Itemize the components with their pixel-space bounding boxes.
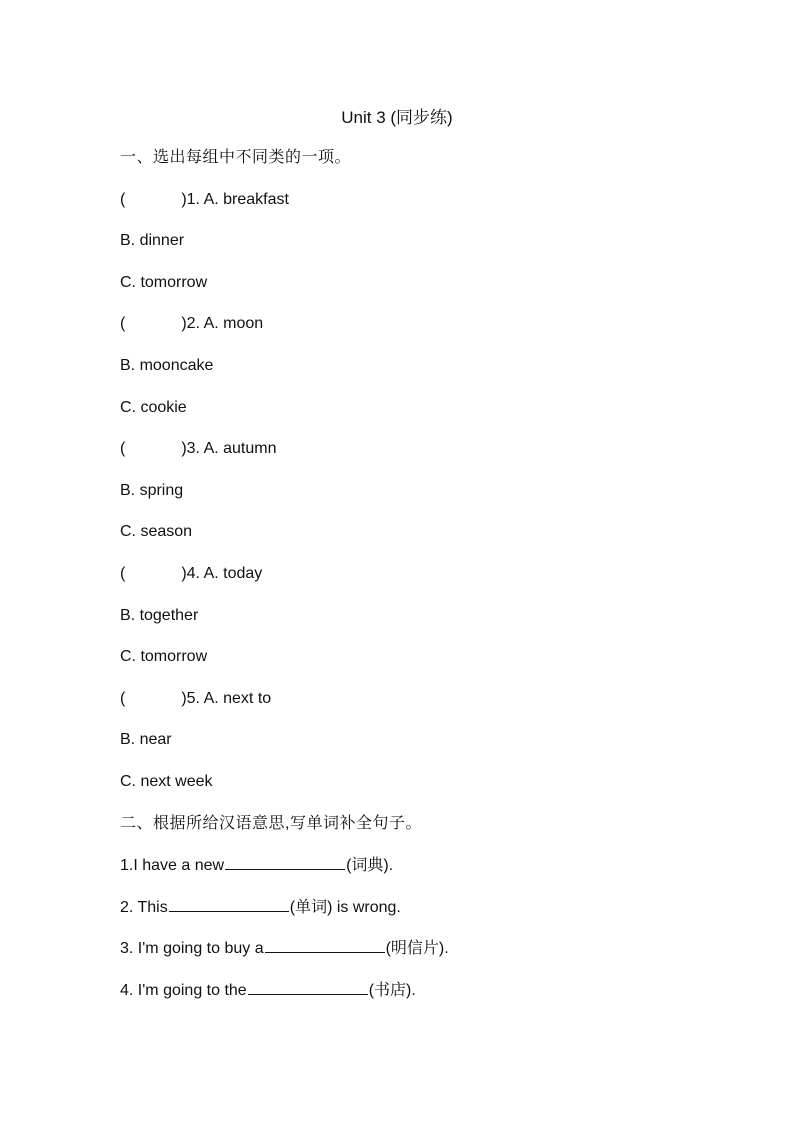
sentence-1-before: 1.I have a new	[120, 857, 225, 875]
sentence-4-after: (书店).	[368, 981, 416, 999]
question-2-option-b: B. mooncake	[120, 356, 214, 374]
question-5-line	[120, 687, 720, 729]
sentence-3-before: 3. I'm going to buy a	[120, 940, 264, 958]
question-1-option-c: C. tomorrow	[120, 273, 208, 291]
fill-in-blank[interactable]	[225, 853, 345, 870]
sentence-3-after: (明信片).	[385, 940, 449, 958]
sentence-1-after: (词典).	[346, 857, 394, 875]
question-3-line	[120, 437, 720, 479]
question-1-option-b: B. dinner	[120, 232, 185, 250]
sentence-2	[120, 895, 720, 937]
question-4-option-a: )4. A. today	[181, 564, 263, 582]
section1-heading: 一、选出每组中不同类的一项。	[120, 149, 352, 166]
question-3-option-b: B. spring	[120, 481, 184, 499]
sentence-2-before: 2. This	[120, 898, 168, 916]
answer-paren-open: (	[120, 564, 126, 582]
sentence-2-after: (单词) is wrong.	[289, 898, 401, 916]
fill-in-blank[interactable]	[248, 978, 368, 995]
question-2-option-a: )2. A. moon	[181, 315, 264, 333]
answer-paren-open: (	[120, 190, 126, 208]
question-2-line	[120, 312, 720, 354]
question-3-option-a: )3. A. autumn	[181, 440, 277, 458]
fill-in-blank[interactable]	[169, 895, 289, 912]
sentence-4	[120, 978, 720, 1020]
question-5-option-b: B. near	[120, 731, 172, 749]
question-4-line	[120, 562, 720, 604]
question-3-option-c: C. season	[120, 523, 193, 541]
question-5-option-a: )5. A. next to	[181, 689, 272, 707]
sentence-1	[120, 853, 720, 895]
question-5-option-c: C. next week	[120, 772, 213, 790]
question-4-option-b: B. together	[120, 606, 199, 624]
fill-in-blank[interactable]	[265, 936, 385, 953]
question-1-line	[120, 188, 720, 230]
question-4-option-c: C. tomorrow	[120, 648, 208, 666]
answer-paren-open: (	[120, 440, 126, 458]
question-2-option-c: C. cookie	[120, 398, 187, 416]
page-title: Unit 3 (同步练)	[341, 108, 453, 127]
answer-paren-open: (	[120, 689, 126, 707]
answer-paren-open: (	[120, 315, 126, 333]
sentence-4-before: 4. I'm going to the	[120, 981, 247, 999]
worksheet-content	[120, 146, 720, 1019]
question-1-option-a: )1. A. breakfast	[181, 190, 289, 208]
sentence-3	[120, 936, 720, 978]
section2-heading: 二、根据所给汉语意思,写单词补全句子。	[120, 814, 422, 832]
